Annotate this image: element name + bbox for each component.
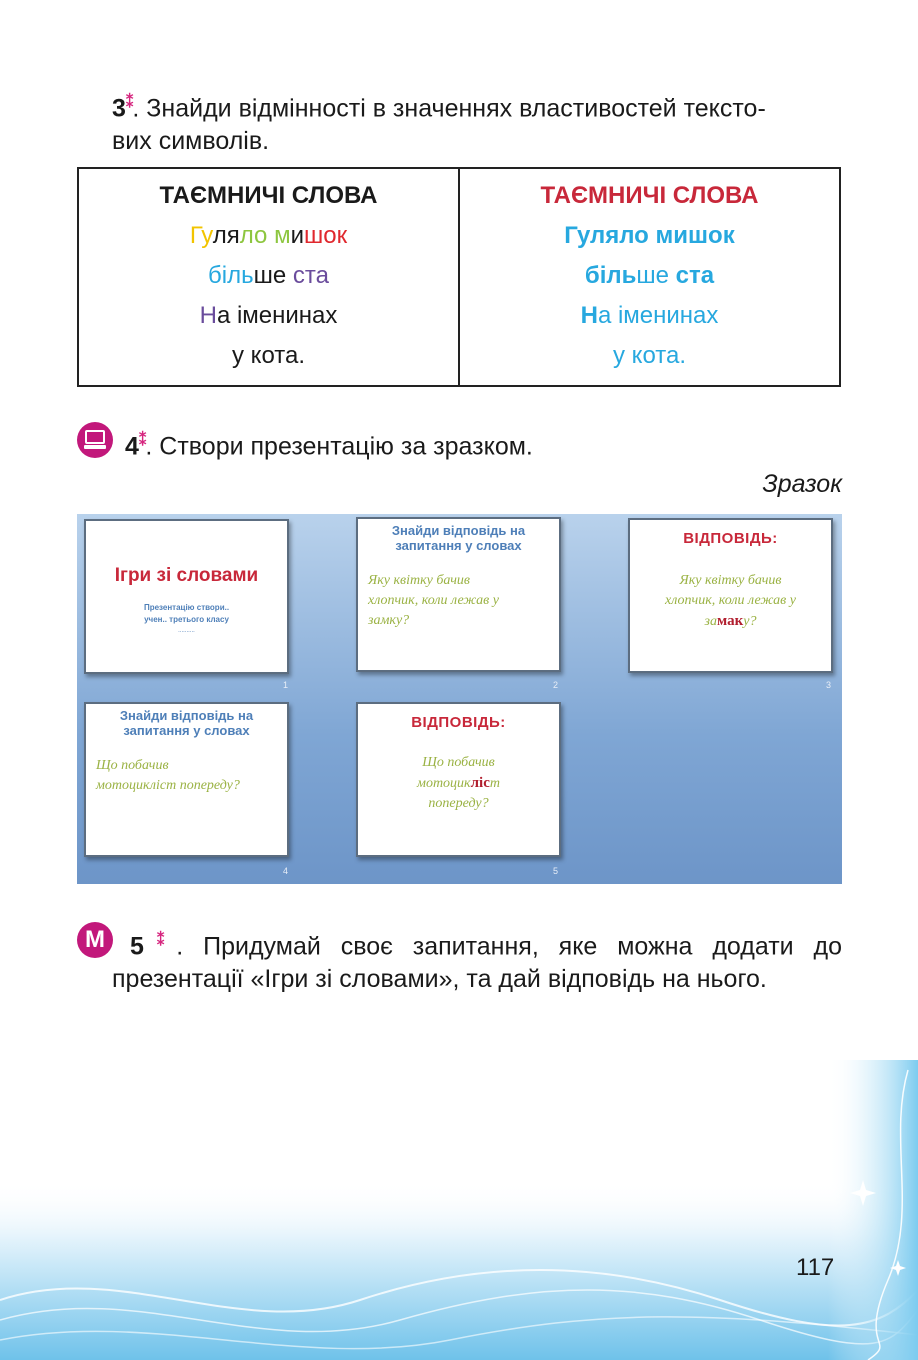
slide-number: 3 <box>826 680 832 690</box>
text-fragment: м <box>267 222 291 249</box>
slide-number: 1 <box>283 680 289 690</box>
slide-body-fragment: за <box>704 614 717 629</box>
slide-subtitle: Презентацію створи.. <box>143 603 230 612</box>
slide-2 <box>356 517 561 672</box>
text-fragment: шок <box>303 222 348 249</box>
text-fragment: ше <box>253 262 287 289</box>
comparison-table <box>77 167 841 387</box>
left-heading: ТАЄМНИЧІ СЛОВА <box>159 182 378 209</box>
left-line3 <box>200 301 338 341</box>
slide-body-line: попереду? <box>428 796 489 811</box>
slide-body <box>358 571 559 631</box>
text-fragment: Н <box>580 302 598 329</box>
task5-text <box>112 924 842 996</box>
sample-label: Зразок <box>762 470 842 498</box>
text-fragment: біль <box>584 262 637 289</box>
slide-5 <box>356 702 561 857</box>
slide-body-fragment: у? <box>743 614 757 629</box>
star-icon: ⁑ <box>125 94 133 111</box>
slide-title-line: Знайди відповідь на <box>391 523 526 538</box>
task3-number: 3 <box>112 94 126 123</box>
left-line4: у кота. <box>232 342 305 369</box>
slide-title: ВІДПОВІДЬ: <box>683 530 778 547</box>
task4-line: . Створи презентацію за зразком. <box>145 432 533 461</box>
slide-body-line: мотоцикліст попереду? <box>96 778 240 793</box>
slide-title-line: Знайди відповідь на <box>119 708 254 723</box>
text-fragment: ше <box>636 262 669 289</box>
slide-3 <box>628 518 833 673</box>
slide-body <box>630 571 831 632</box>
slide-title-line: запитання у словах <box>395 538 522 553</box>
task5-number: 5 <box>130 932 144 961</box>
right-heading: ТАЄМНИЧІ СЛОВА <box>540 182 759 209</box>
slide-1 <box>84 519 289 674</box>
task4-number: 4 <box>125 432 139 461</box>
text-fragment: ло <box>619 222 649 249</box>
slide-body-line: замку? <box>368 613 410 628</box>
left-line1 <box>190 221 347 261</box>
sparkle-decoration <box>828 1060 918 1360</box>
star-icon: ⁑ <box>138 432 146 449</box>
right-line1 <box>564 221 734 261</box>
text-fragment: ло <box>239 222 268 249</box>
slide-body <box>358 753 559 814</box>
text-fragment: ста <box>668 262 715 289</box>
left-line2 <box>208 261 329 301</box>
slide-title: Ігри зі словами <box>114 565 259 586</box>
text-fragment: а іменинах <box>216 302 338 329</box>
highlight-word: мак <box>716 613 744 629</box>
slide-body-line: Що побачив <box>422 755 495 770</box>
task5-line1: . Придумай своє запитання, яке можна додати до <box>176 932 842 961</box>
presentation-sample <box>77 514 842 884</box>
task3-text <box>112 86 852 158</box>
table-column-right <box>458 169 839 385</box>
slide-subtitle: учен.. третього класу <box>144 615 229 624</box>
text-fragment: Гу <box>189 222 213 249</box>
task5-line2: презентації «Ігри зі словами», та дай відповідь на нього. <box>112 965 767 994</box>
slide-body-line: Що побачив <box>96 758 169 773</box>
text-fragment: а іменинах <box>597 302 719 329</box>
text-fragment: шок <box>688 222 735 249</box>
text-fragment: Н <box>199 302 217 329</box>
highlight-word: ліс <box>470 775 490 791</box>
task4-text <box>125 424 533 463</box>
slide-body-fragment: мотоцик <box>417 776 471 791</box>
star-icon: ⁑ <box>143 932 177 949</box>
task5-line1-wrap <box>112 924 842 963</box>
text-fragment: Гу <box>564 222 590 249</box>
text-fragment: біль <box>208 262 254 289</box>
slide-body-line: Яку квітку бачив <box>679 573 782 588</box>
text-fragment: ля <box>212 222 240 249</box>
m-icon: М <box>77 922 113 958</box>
text-fragment: и <box>290 222 304 249</box>
right-line3 <box>581 301 719 341</box>
slide-body-line: хлопчик, коли лежав у <box>665 593 796 608</box>
slide-title: ВІДПОВІДЬ: <box>411 714 506 731</box>
slide-title-line: запитання у словах <box>123 723 250 738</box>
task3-line1: . Знайди відмінності в значеннях властивостей тексто- <box>132 94 766 123</box>
text-fragment: ста <box>286 262 329 289</box>
text-fragment: ля <box>590 222 620 249</box>
right-line2 <box>585 261 714 301</box>
slide-number: 4 <box>283 866 289 876</box>
page-number: 117 <box>796 1254 835 1281</box>
slide-body-line: хлопчик, коли лежав у <box>368 593 499 608</box>
text-fragment: ми <box>648 222 689 249</box>
task3-line2: вих символів. <box>112 127 270 156</box>
slide-subtitle: .......... <box>178 628 195 634</box>
right-line4: у кота. <box>613 342 686 369</box>
table-column-left <box>79 169 458 385</box>
slide-title <box>86 708 287 738</box>
slide-body-fragment: т <box>489 776 500 791</box>
slide-4 <box>84 702 289 857</box>
wave-decoration <box>0 1180 918 1360</box>
slide-number: 2 <box>553 680 559 690</box>
slide-number: 5 <box>553 866 559 876</box>
slide-body <box>86 756 287 796</box>
computer-icon <box>77 422 113 458</box>
slide-body-line: Яку квітку бачив <box>368 573 470 588</box>
slide-title <box>358 523 559 553</box>
